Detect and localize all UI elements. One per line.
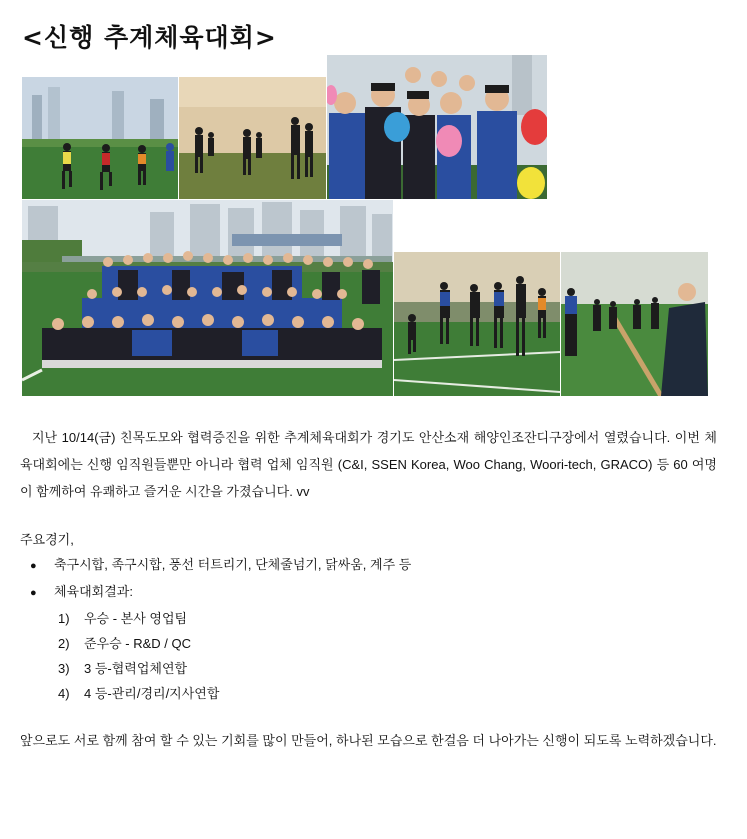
- page-title: <신행 추계체육대회>: [22, 23, 277, 52]
- events-list-text: 축구시합, 족구시합, 풍선 터트리기, 단체줄넘기, 닭싸움, 계주 등: [54, 557, 412, 572]
- photo-soccer-action: [22, 77, 178, 199]
- list-item: [30, 579, 411, 706]
- photo-soccer-players: [179, 77, 326, 199]
- photo-jump-rope: [394, 252, 560, 396]
- result-text: 우승 - 본사 영업팀: [84, 611, 188, 626]
- event-bullet-list: [30, 552, 411, 706]
- photo-group: [22, 200, 393, 396]
- result-item: [58, 631, 411, 656]
- result-item: [58, 681, 411, 706]
- bullet-dot: ●: [30, 587, 37, 599]
- closing-paragraph: 앞으로도 서로 함께 참여 할 수 있는 기회를 많이 만들어, 하나된 모습으로 한걸음 더 나아가는 신행이 되도록 노력하겠습니다.: [20, 733, 717, 748]
- result-text: 4 등-관리/경리/지사연합: [84, 686, 220, 701]
- photo-balloons: [327, 55, 547, 199]
- result-number: 2): [58, 636, 70, 651]
- intro-paragraph: 지난 10/14(금) 친목도모와 협력증진을 위한 추계체육대회가 경기도 안산소재 해양인조잔디구장에서 열렸습니다. 이번 체육대회에는 신행 임직원들뿐만 아니라 협력 업체 임직원 (C&I, SSEN Korea, Woo Chang, Woori-tech, GRACO) 등 60 여명이 함께하여 유쾌하고 즐거운 시간을 가졌습니다. vv: [20, 430, 717, 499]
- result-text: 3 등-협력업체연합: [84, 661, 188, 676]
- list-item: [30, 552, 411, 579]
- main-events-label: 주요경기,: [20, 532, 74, 547]
- results-list: [30, 606, 411, 706]
- result-number: 3): [58, 661, 70, 676]
- result-number: 1): [58, 611, 70, 626]
- results-label: 체육대회결과:: [54, 584, 133, 599]
- bullet-dot: ●: [30, 560, 37, 572]
- photo-tug-of-war: [561, 252, 708, 396]
- result-item: [58, 606, 411, 631]
- result-number: 4): [58, 686, 70, 701]
- result-item: [58, 656, 411, 681]
- result-text: 준우승 - R&D / QC: [84, 636, 192, 651]
